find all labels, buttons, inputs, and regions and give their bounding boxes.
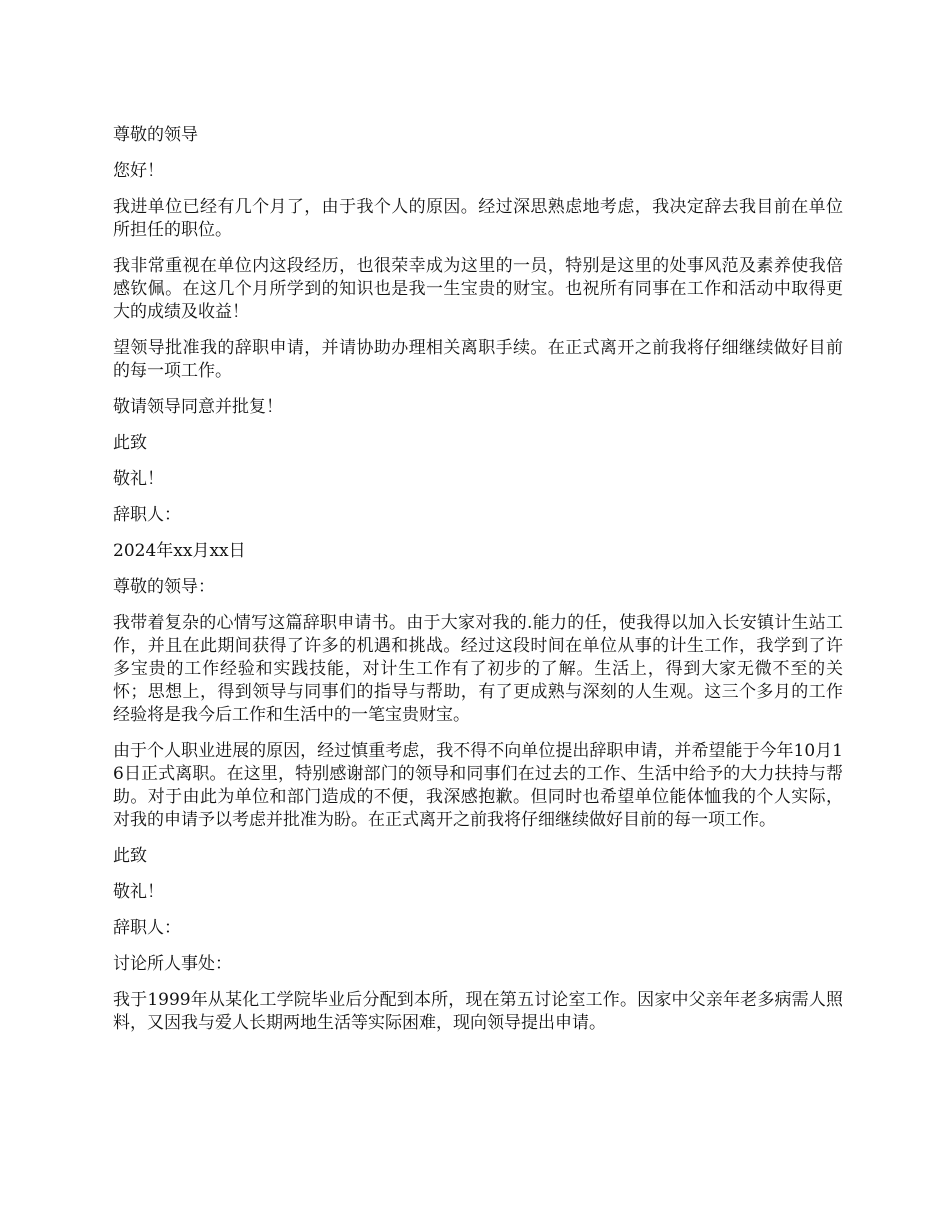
body-paragraph-1: 我进单位已经有几个月了，由于我个人的原因。经过深思熟虑地考虑，我决定辞去我目前在单位所担任的职位。	[113, 197, 843, 240]
body-paragraph-2: 我非常重视在单位内这段经历，也很荣幸成为这里的一员，特别是这里的处事风范及素养使我倍感钦佩。在这几个月所学到的知识也是我一生宝贵的财宝。也祝所有同事在工作和活动中取得更大的成绩及收益！	[113, 256, 843, 322]
request-line: 敬请领导同意并批复！	[113, 397, 283, 417]
salutation-3: 讨论所人事处：	[113, 954, 232, 974]
body-paragraph-6: 我于1999年从某化工学院毕业后分配到本所，现在第五讨论室工作。因家中父亲年老多病需人照料，又因我与爱人长期两地生活等实际困难，现向领导提出申请。	[113, 990, 843, 1033]
greeting: 您好！	[113, 161, 164, 181]
signature-line-1: 辞职人：	[113, 505, 181, 525]
closing-2: 敬礼！	[113, 469, 164, 489]
signature-line-2: 辞职人：	[113, 918, 181, 938]
salutation-1: 尊敬的领导	[113, 125, 198, 145]
closing-1: 此致	[113, 433, 147, 453]
salutation-2: 尊敬的领导：	[113, 577, 215, 597]
closing-4: 敬礼！	[113, 882, 164, 902]
document-page	[113, 124, 843, 1048]
closing-3: 此致	[113, 846, 147, 866]
date-line: 2024年xx月xx日	[113, 541, 246, 561]
body-paragraph-4: 我带着复杂的心情写这篇辞职申请书。由于大家对我的.能力的任，使我得以加入长安镇计生站工作，并且在此期间获得了许多的机遇和挑战。经过这段时间在单位从事的计生工作，我学到了许多宝贵的工作经验和实践技能，对计生工作有了初步的了解。生活上，得到大家无微不至的关怀；思想上，得到领导与同事们的指导与帮助，有了更成熟与深刻的人生观。这三个多月的工作经验将是我今后工作和生活中的一笔宝贵财宝。	[113, 613, 843, 725]
body-paragraph-3: 望领导批准我的辞职申请，并请协助办理相关离职手续。在正式离开之前我将仔细继续做好目前的每一项工作。	[113, 338, 843, 381]
body-paragraph-5: 由于个人职业进展的原因，经过慎重考虑，我不得不向单位提出辞职申请，并希望能于今年10月16日正式离职。在这里，特别感谢部门的领导和同事们在过去的工作、生活中给予的大力扶持与帮助。对于由此为单位和部门造成的不便，我深感抱歉。但同时也希望单位能体恤我的个人实际，对我的申请予以考虑并批准为盼。在正式离开之前我将仔细继续做好目前的每一项工作。	[113, 741, 843, 830]
